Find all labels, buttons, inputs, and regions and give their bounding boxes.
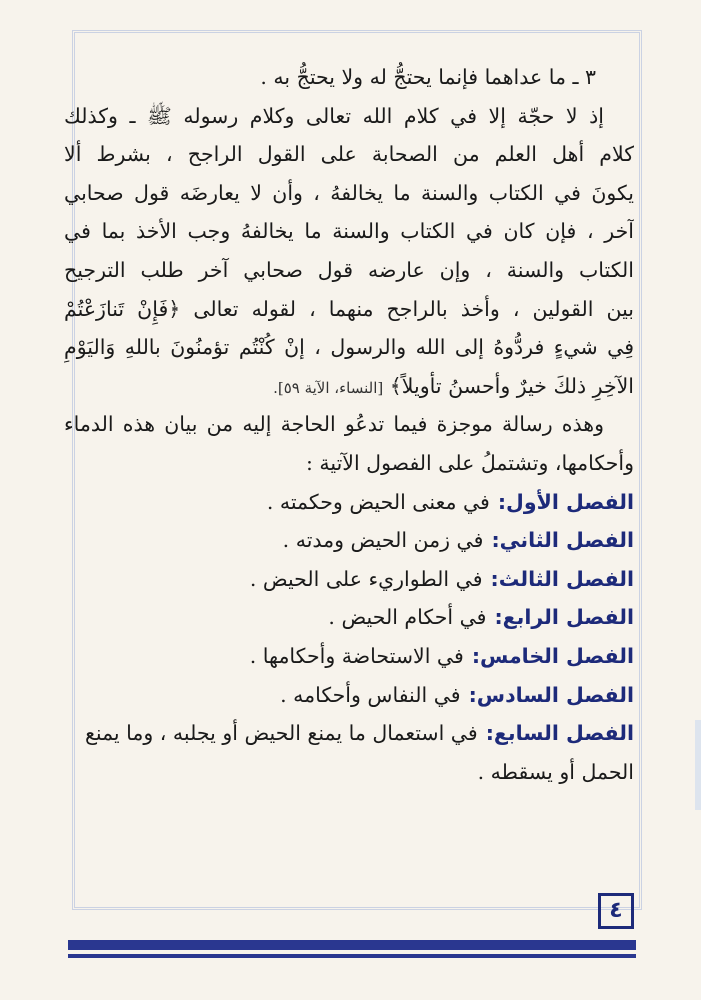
footer-rule-thick [68,940,636,950]
section-item [64,560,634,599]
text-line-10: وهذه رسالة موجزة فيما تدعُو الحاجة إليه من بيان هذه الدماء [64,412,604,437]
section-item [64,714,634,753]
section-heading: الفصل السابع: [485,721,634,746]
text-line-5: آخر ، فإن كان في الكتاب والسنة ما يخالفهُ وجب الأخذ بما في [64,219,634,244]
section-description: في معنى الحيض وحكمته . [266,489,490,514]
section-heading: الفصل الرابع: [494,605,634,630]
text-line-11: وأحكامها، وتشتملُ على الفصول الآتية : [305,450,634,475]
quran-verse-end: الآخِرِ ذلكَ خيرٌ وأحسنُ تأويلاً﴾ [389,373,634,398]
section-item [64,521,634,560]
page-body [64,58,634,791]
text-line-6: الكتاب والسنة ، وإن عارضه قول صحابي آخر طلب الترجيح [64,257,634,282]
text-line-3: كلام أهل العلم من الصحابة على القول الراجح ، بشرط ألا [64,142,634,167]
section-item [64,598,634,637]
footer-rule-thin [68,954,636,958]
text-line-1: ٣ ـ ما عداهما فإنما يحتجُّ له ولا يحتجُّ به . [260,65,596,89]
section-description: في النفاس وأحكامه . [280,682,461,707]
section-description: في الاستحاضة وأحكامها . [249,643,464,668]
text-line-7: بين القولين ، وأخذ بالراجح منهما ، لقوله تعالى ﴿فَإِنْ تَنازَعْتُمْ [64,296,634,321]
text-line-9 [64,367,634,406]
section-description: في استعمال ما يمنع الحيض أو يجلبه ، وما يمنع [84,721,478,746]
section-heading: الفصل الثاني: [491,528,634,553]
section-description: في الطواريء على الحيض . [249,566,483,591]
text-line-last: الحمل أو يسقطه . [477,759,634,784]
section-item [64,676,634,715]
page-edge-mark [695,720,701,810]
page-number-box: ٤ [598,893,634,929]
section-description: في زمن الحيض ومدته . [282,528,484,553]
text-line-2: إذ لا حجّة إلا في كلام الله تعالى وكلام رسوله ﷺ ـ وكذلك [64,103,604,128]
section-heading: الفصل الأول: [497,489,634,514]
section-item [64,637,634,676]
text-line-8: فِي شيءٍ فردُّوهُ إلى الله والرسول ، إنْ كُنْتُم تؤمنُونَ باللهِ وَاليَوْمِ [64,335,634,360]
verse-citation: [النساء، الآية ٥٩]. [273,378,384,397]
section-heading: الفصل الخامس: [471,643,634,668]
section-description: في أحكام الحيض . [328,605,487,630]
section-item [64,483,634,522]
text-line-4: يكونَ في الكتاب والسنة ما يخالفهُ ، وأن لا يعارضَه قول صحابي [64,180,634,205]
section-heading: الفصل الثالث: [490,566,634,591]
section-heading: الفصل السادس: [468,682,634,707]
